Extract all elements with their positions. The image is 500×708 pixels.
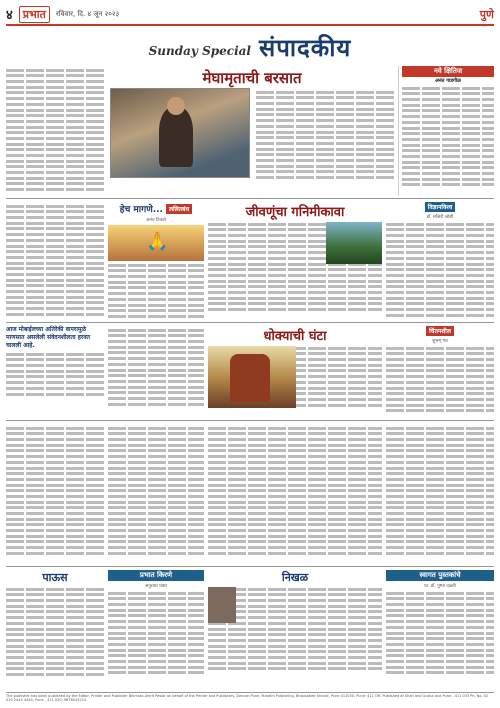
mid-row xyxy=(6,420,494,564)
quote-column xyxy=(6,326,104,418)
jeevan-headline[interactable]: जीवणूंचा गनिमीकावा xyxy=(245,205,345,220)
chintan-tag[interactable]: चिंतनशील xyxy=(426,326,454,336)
lead-headline[interactable]: मेघामृताची बरसात xyxy=(202,69,302,87)
swagat-story xyxy=(386,570,494,686)
prayer-story xyxy=(108,202,204,320)
lead-body-text xyxy=(256,88,394,182)
temple-image xyxy=(208,346,296,408)
bell-continued xyxy=(208,424,382,564)
bell-story xyxy=(208,326,382,418)
paus-story xyxy=(6,570,104,686)
bottom-row xyxy=(6,566,494,686)
nirmal-story xyxy=(208,570,382,686)
forest-image xyxy=(326,222,382,264)
continuation-text xyxy=(6,202,104,320)
masthead-logo: प्रभात xyxy=(19,6,50,23)
mid-second-text xyxy=(108,424,204,564)
paus-author: अनुराधा पवार xyxy=(144,584,168,589)
imprint-footer: The publisher has been published by the Editor, Printer and Publisher Bhimrao Amrit Pawar on behalf of the Printer and Publishers, Deccan Pune, Marathi Publishing, Bhausaheb Shirole, Pune 411030. Pune: 411 Off. Published at Shah and Gusha and Pune - 411 033 Ph. No. 02 020 2444 4444; Pune - 411 030; 9876543210. xyxy=(6,692,494,706)
page-header xyxy=(6,4,494,26)
pull-quote: आज मोबाईलच्या अतिरेकी वापरामुळे माणसात असलेली संवेदनशीलता हरवत चालली आहे. xyxy=(6,326,91,349)
prayer-hands-image xyxy=(108,225,204,261)
edition-label: पुणे xyxy=(479,7,494,21)
side-column-author: अनंत गाडगीळ xyxy=(435,78,461,84)
prayer-continued xyxy=(108,326,204,418)
chintan-story xyxy=(386,326,494,418)
prabhat-kirane-tag[interactable]: प्रभात किरणे xyxy=(108,570,204,581)
chintan-author: शुभम्‌ गंध xyxy=(432,339,448,344)
prayer-author: अनंत टिकले xyxy=(146,218,166,223)
dateline: रविवार, दि. ४ जून २०२३ xyxy=(55,9,120,18)
nirmal-photo xyxy=(208,587,236,623)
vidnyan-story xyxy=(386,202,494,320)
page-number: ४ xyxy=(6,8,13,23)
jeevan-story xyxy=(208,202,382,320)
section-banner xyxy=(6,26,494,64)
swagat-tag[interactable]: स्वागत पुस्तकांचे xyxy=(386,570,494,581)
side-column xyxy=(398,66,494,196)
vidnyan-tag[interactable]: विज्ञानविश्‍व xyxy=(425,202,455,212)
swagat-author: प्रा. डॉ. पुष्पा दळवी xyxy=(424,584,456,589)
chintan-continued xyxy=(386,424,494,564)
feature-row xyxy=(6,198,494,320)
bell-row xyxy=(6,322,494,418)
sunday-special-label: Sunday Special xyxy=(148,44,251,58)
section-title: संपादकीय xyxy=(258,34,352,62)
rain-photo xyxy=(110,88,250,178)
bell-headline[interactable]: धोक्याची घंटा xyxy=(263,329,327,344)
lead-row xyxy=(6,66,494,196)
nirmal-headline[interactable]: निखळ xyxy=(281,571,309,584)
lead-story xyxy=(110,66,394,196)
prayer-tag: ललितबंध xyxy=(166,204,192,214)
left-editorial-text xyxy=(6,66,106,196)
prayer-headline[interactable]: हेच मागणे... xyxy=(119,205,163,215)
paus-headline[interactable]: पाऊस xyxy=(42,571,68,584)
side-column-title[interactable]: नवे क्षितिज xyxy=(402,66,494,77)
vidnyan-author: डॉ. मंजिरी जोशी xyxy=(426,215,454,220)
mid-left-text xyxy=(6,424,104,564)
prabhat-kirane xyxy=(108,570,204,686)
